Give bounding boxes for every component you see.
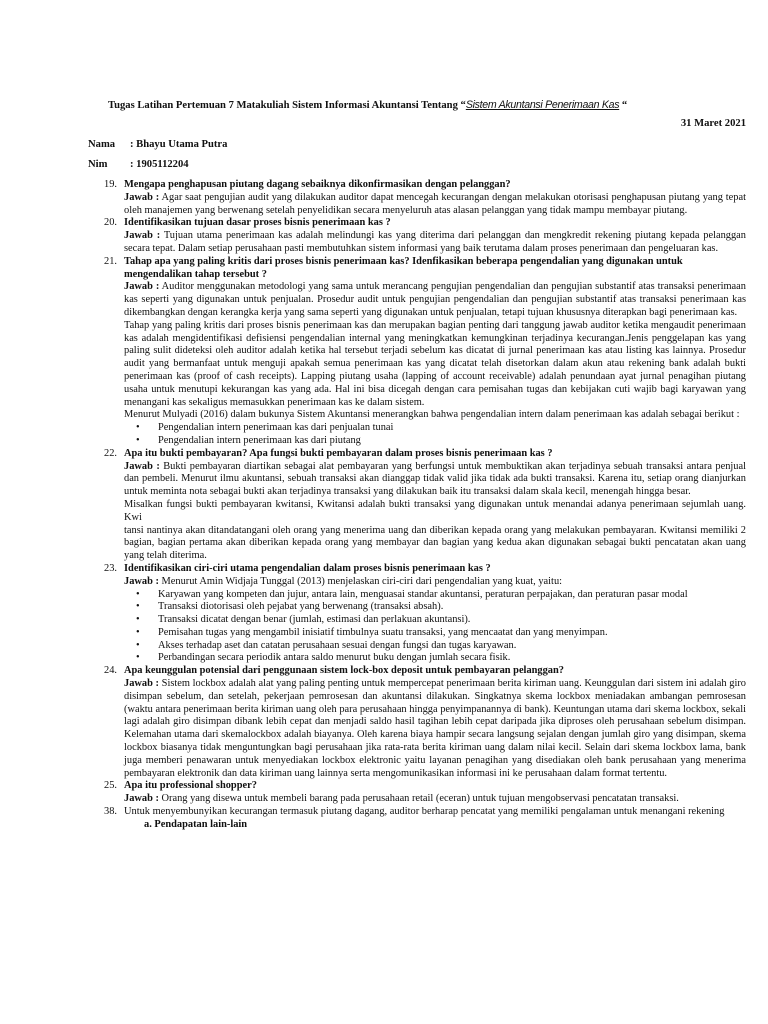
answer-label: Jawab : <box>124 191 160 203</box>
bullet-item: • Perbandingan secara periodik antara saldo menurut buku dengan jumlah secara fisik. <box>158 652 746 665</box>
answer-label: Jawab : <box>124 575 159 587</box>
answer-text <box>124 576 746 589</box>
answer-body: Agar saat pengujian audit yang dilakukan auditor dapat mencegah kecurangan dengan melakukan otorisasi penghapusan piutang yang tepat oleh manajemen yang berwenang setelah penyelidikan secara menyeluruh atas alasan pelanggan yang tidak mampu membayar piutang. <box>124 191 746 216</box>
bullet-list <box>124 589 746 666</box>
answer-body: Tujuan utama penerimaan kas adalah melindungi kas yang diterima dari pelanggan dan mengkredit rekening piutang kepada pelanggan secara tepat. Dalam setiap perusahaan pasti membutuhkan sistem informasi yang baik terutama dalam proses penerimaan dan pengeluaran kas. <box>124 230 746 254</box>
document-title <box>108 99 748 111</box>
answer-label: Jawab : <box>124 460 160 472</box>
question-text: Apa itu professional shopper? <box>124 780 257 792</box>
question-number: 19. <box>104 179 117 190</box>
sub-option: a. Pendapatan lain-lain <box>144 818 248 830</box>
question-number: 38. <box>104 806 117 818</box>
question-24 <box>104 665 746 780</box>
answer-text <box>124 793 746 806</box>
bullet-item: • Transaksi diotorisasi oleh pejabat yang berwenang (transaksi absah). <box>158 601 746 614</box>
question-21 <box>104 256 746 448</box>
question-text: Identifikasikan ciri-ciri utama pengendalian dalam proses bisnis penerimaan kas ? <box>124 562 491 574</box>
bullet-item: • Karyawan yang kompeten dan jujur, antara lain, menguasai standar akuntansi, peraturan perpajakan, dan peraturan pasar modal <box>158 589 746 602</box>
question-number: 22. <box>104 447 117 459</box>
answer-body: Menurut Amin Widjaja Tunggal (2013) menjelaskan ciri-ciri dari pengendalian yang kuat, yaitu: <box>158 575 563 587</box>
answer-text <box>124 281 746 319</box>
question-number: 24. <box>104 665 117 677</box>
answer-text <box>124 461 746 499</box>
question-text: Apa itu bukti pembayaran? Apa fungsi bukti pembayaran dalam proses bisnis penerimaan kas ? <box>124 447 553 459</box>
title-topic: Sistem Akuntansi Penerimaan Kas <box>465 99 620 111</box>
answer-label: Jawab : <box>124 281 160 293</box>
answer-body: Sistem lockbox adalah alat yang paling penting untuk mempercepat penerimaan berita kiriman uang. Keunggulan dari sistem ini adalah giro disimpan sebelum, dan setelah, pekerjaan pemrosesan dan akuntansi dilakukan. Singkatnya skema lockbox meniadakan ambangan pemrosesan (waktu antara penerimaan berita kiriman uang oleh para perusahaan hingga penyimpanannya di bank). Keuntungan utama dari skema lockbox, sekali lagi adalah giro disimpan dibank lebih cepat dan menjadi saldo hasil tagihan lebih cepat daripada jika diproses oleh perusahaan sebelum disimpan. Kelemahan utama dari skemalockbox adalah biayanya. Oleh karena biaya hampir secara langsung sejalan dengan jumlah giro yang disimpan, skema lockbox biasanya tidak menguntungkan bagi perusahaan jika rata-rata berita kiriman uang dalam nilai kecil. Selain dari skema lockbox lama, bank juga memberi penawaran untuk menyediakan lockbox elektronic yaitu layanan penagihan yang disediakan oleh bank perusahaan yang menerima pembayaran elektronik dan data kiriman uang lainnya serta mengomunikasikan informasi ini ke perusahaan dalam format tertentu. <box>124 678 746 779</box>
question-text: Apa keunggulan potensial dari penggunaan sistem lock-box deposit untuk pembayaran pelanggan? <box>124 665 564 677</box>
question-19 <box>104 179 746 217</box>
bullet-item: • Pengendalian intern penerimaan kas dari penjualan tunai <box>158 422 746 435</box>
question-20 <box>104 217 746 255</box>
bullet-item: • Akses terhadap aset dan catatan perusahaan sesuai dengan fungsi dan tugas karyawan. <box>158 640 746 653</box>
answer-label: Jawab : <box>124 793 159 805</box>
document-date: 31 Maret 2021 <box>680 118 746 129</box>
question-22 <box>104 448 746 563</box>
question-23 <box>104 563 746 665</box>
answer-label: Jawab : <box>124 230 161 242</box>
answer-label: Jawab : <box>124 678 159 690</box>
nim-value: : 1905112204 <box>130 159 189 170</box>
question-text: Tahap apa yang paling kritis dari proses bisnis penerimaan kas? Idenfikasikan beberapa pengendalian yang digunakan untuk mengendalikan tahap tersebut ? <box>124 255 683 280</box>
question-text: Identifikasikan tujuan dasar proses bisnis penerimaan kas ? <box>124 217 391 229</box>
answer-paragraph: Menurut Mulyadi (2016) dalam bukunya Sistem Akuntansi menerangkan bahwa pengendalian intern dalam penerimaan kas adalah sebagai berikut : <box>124 409 740 421</box>
question-38 <box>104 806 746 832</box>
bullet-item: • Pengendalian intern penerimaan kas dari piutang <box>158 435 746 448</box>
question-number: 23. <box>104 562 117 574</box>
question-number: 21. <box>104 255 117 267</box>
bullet-item: • Transaksi dicatat dengan benar (jumlah, estimasi dan perlakuan akuntansi). <box>158 614 746 627</box>
answer-body: Bukti pembayaran diartikan sebagai alat pembayaran yang berfungsi untuk membuktikan akan terjadinya sebuah transaksi antara penjual dan pembeli. Menurut ilmu akuntansi, sebuah transaksi akan dianggap tidak valid jika tidak ada bukti transaksi. Karena itu, setiap orang dianjurkan untuk meminta nota sebagai bukti akan terjadinya transaksi yang dilakukan baik itu transaksi dalam skala kecil, menengah hingga besar. <box>124 460 746 498</box>
question-list <box>104 179 746 832</box>
question-25 <box>104 780 746 806</box>
name-label: Nama <box>88 139 116 150</box>
name-value: : Bhayu Utama Putra <box>130 139 228 150</box>
question-text: Untuk menyembunyikan kecurangan termasuk piutang dagang, auditor berharap pencatat yang memiliki pengalaman untuk menangani rekening <box>124 806 725 818</box>
question-text: Mengapa penghapusan piutang dagang sebaiknya dikonfirmasikan dengan pelanggan? <box>124 179 511 190</box>
answer-paragraph: Tahap yang paling kritis dari proses bisnis penerimaan kas dan merupakan bagian penting dari tanggung jawab auditor ketika mengaudit penerimaan kas adalah mengidentifikasi defisiensi pengendalian internal yang meningkatkan kemungkinan terjadinya kecurangan.Jenis penggelapan kas yang paling sulit dideteksi oleh auditor adalah ketika hal tersebut terjadi sebelum kas dicatat di jurnal penerimaan kas atau listing kas lainnya. Prosedur audit yang bermanfaat untuk menguji apakah semua penerimaan kas yang dicatat telah disetorkan dalam akun atau rekening bank adalah bukti penerimaan kas (proof of cash receipts). Lapping piutang usaha (lapping of account receivable) adalah penundaan ayat jurnal penagihan piutang usaha untuk menutupi kekurangan kas yang ada. Hal ini bisa dicegah dengan cara pemisahan tugas dan kebijakan cuti wajib bagi karyawan yang menangani kas sekaligus memasukkan penerimaan kas ke dalam sistem. <box>124 319 746 408</box>
answer-text <box>124 230 746 256</box>
answer-body: Auditor menggunakan metodologi yang sama untuk merancang pengujian pengendalian dan pengujian substantif atas transaksi penerimaan kas seperti yang digunakan untuk penjualan. Prosedur audit untuk pengujian pengendalian dan pengujian substantif atas transaksi penerimaan kas dikembangkan dengan kerangka kerja yang sama seperti yang digunakan untuk penjualan, tetapi tujuan khususnya diterapkan bagi penerimaan kas. <box>124 281 746 318</box>
answer-paragraph: tansi nantinya akan ditandatangani oleh orang yang menerima uang dan diberikan kepada orang yang melakukan pembayaran. Kwitansi memiliki 2 bagian, bagian pertama akan diberikan kepada orang yang membayar dan bagian yang kedua akan digunakan sebagai bukti pencatatan akan uang yang telah diterima. <box>124 524 746 562</box>
bullet-item: • Pemisahan tugas yang mengambil inisiatif timbulnya suatu transaksi, yang mencaatat dan yang menyimpan. <box>158 627 746 640</box>
title-prefix: Tugas Latihan Pertemuan 7 Matakuliah Sistem Informasi Akuntansi Tentang “ <box>108 100 466 111</box>
answer-body: Orang yang disewa untuk membeli barang pada perusahaan retail (eceran) untuk tujuan mengobservasi pencatatan transaksi. <box>158 793 679 805</box>
question-number: 20. <box>104 217 117 229</box>
bullet-list <box>124 422 746 448</box>
title-suffix: “ <box>619 100 628 111</box>
name-line <box>88 139 227 150</box>
answer-paragraph: Misalkan fungsi bukti pembayaran kwitansi, Kwitansi adalah bukti transaksi yang digunakan untuk menandai adanya penerimaan sejumlah uang. Kwi <box>124 498 746 523</box>
answer-text <box>124 678 746 780</box>
answer-text <box>124 192 746 218</box>
nim-label: Nim <box>88 159 108 170</box>
question-number: 25. <box>104 780 117 792</box>
nim-line <box>88 159 189 170</box>
